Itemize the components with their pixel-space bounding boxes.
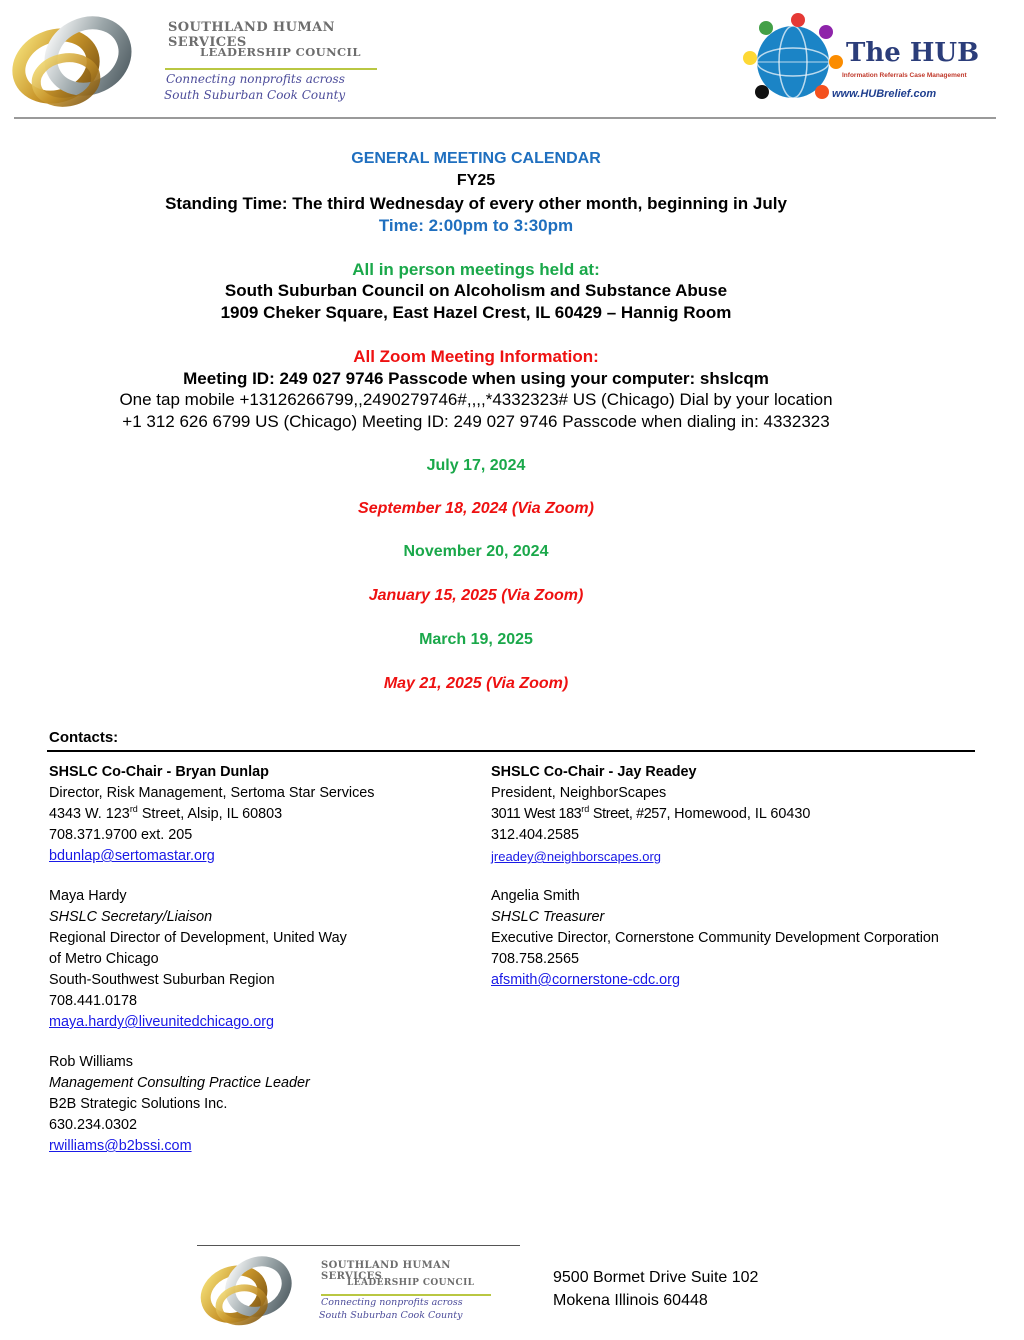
contact-email-link[interactable]: rwilliams@b2bssi.com <box>49 1138 192 1154</box>
contact-email-link[interactable]: maya.hardy@liveunitedchicago.org <box>49 1014 274 1030</box>
contact-company: B2B Strategic Solutions Inc. <box>49 1096 228 1112</box>
contacts-left-column <box>49 762 375 1157</box>
shslc-logo <box>8 8 378 113</box>
logo-tagline1: Connecting nonprofits across <box>166 72 345 86</box>
hub-title: The HUB <box>846 38 980 68</box>
footer-address-line1: 9500 Bormet Drive Suite 102 <box>553 1269 759 1286</box>
contact-role: President, NeighborScapes <box>491 785 667 801</box>
contact-name: Maya Hardy <box>49 888 127 904</box>
contact-phone: 312.404.2585 <box>491 827 580 843</box>
contact-address: 4343 W. 123rd Street, Alsip, IL 60803 <box>49 804 283 822</box>
meeting-date: May 21, 2025 (Via Zoom) <box>383 675 569 692</box>
hub-url: www.HUBrelief.com <box>832 88 937 100</box>
footer-divider <box>197 1245 520 1246</box>
venue-address: 1909 Cheker Square, East Hazel Crest, IL 60429 – Hannig Room <box>220 303 732 322</box>
contact-phone: 708.371.9700 ext. 205 <box>49 827 193 843</box>
contact-title: SHSLC Co-Chair - Jay Readey <box>491 764 697 780</box>
footer-logo <box>197 1250 507 1330</box>
venue-name: South Suburban Council on Alcoholism and Substance Abuse <box>224 281 728 300</box>
calendar-title: GENERAL MEETING CALENDAR <box>351 150 601 167</box>
meeting-time: Time: 2:00pm to 3:30pm <box>378 216 574 235</box>
contact-position: SHSLC Treasurer <box>491 909 605 925</box>
contact-phone: 708.441.0178 <box>49 993 138 1009</box>
logo-line2: LEADERSHIP COUNCIL <box>200 45 361 59</box>
contacts-divider <box>47 750 975 752</box>
in-person-heading: All in person meetings held at: <box>352 260 600 279</box>
standing-time: Standing Time: The third Wednesday of every other month, beginning in July <box>165 194 787 213</box>
contact-position: Management Consulting Practice Leader <box>49 1075 310 1091</box>
rings-icon <box>8 8 138 113</box>
meeting-date: September 18, 2024 (Via Zoom) <box>358 500 594 517</box>
fiscal-year: FY25 <box>456 172 496 189</box>
zoom-one-tap: One tap mobile +13126266799,,2490279746#,,,,*4332323# US (Chicago) Dial by your location <box>119 390 833 409</box>
contact-phone: 630.234.0302 <box>49 1117 138 1133</box>
footer-tagline2: South Suburban Cook County <box>319 1310 463 1321</box>
contact-role: Regional Director of Development, United Way <box>49 930 347 946</box>
contact-region: South-Southwest Suburban Region <box>49 972 275 988</box>
meeting-date: January 15, 2025 (Via Zoom) <box>368 587 584 604</box>
contact-role: Executive Director, Cornerstone Community Development Corporation <box>491 930 939 946</box>
contact-name: Angelia Smith <box>491 888 580 904</box>
zoom-dial-in: +1 312 626 6799 US (Chicago) Meeting ID: 249 027 9746 Passcode when dialing in: 4332323 <box>122 412 830 431</box>
contact-name: Rob Williams <box>49 1054 133 1070</box>
contacts-heading: Contacts: <box>49 729 119 746</box>
meeting-date: July 17, 2024 <box>426 457 526 474</box>
hub-subtitle: Information Referrals Case Management <box>842 72 967 79</box>
logo-tagline2: South Suburban Cook County <box>164 88 346 102</box>
zoom-heading: All Zoom Meeting Information: <box>353 347 599 366</box>
contact-phone: 708.758.2565 <box>491 951 580 967</box>
contact-email-link[interactable]: afsmith@cornerstone-cdc.org <box>491 972 680 988</box>
contact-email-link[interactable]: bdunlap@sertomastar.org <box>49 848 215 864</box>
header-divider <box>14 117 996 119</box>
zoom-meeting-id: Meeting ID: 249 027 9746 Passcode when using your computer: shslcqm <box>183 369 769 388</box>
contact-role: of Metro Chicago <box>49 951 159 967</box>
hub-logo <box>738 10 1000 110</box>
footer-logo-line1: SOUTHLAND HUMAN SERVICES <box>321 1260 451 1282</box>
contact-email-link[interactable]: jreadey@neighborscapes.org <box>491 849 662 864</box>
contact-address: 3011 West 183rd Street, #257, Homewood, IL 60430 <box>491 804 811 822</box>
logo-rule <box>165 68 377 70</box>
contact-role: Director, Risk Management, Sertoma Star Services <box>49 785 375 801</box>
footer-address-line2: Mokena Illinois 60448 <box>553 1292 708 1309</box>
contact-position: SHSLC Secretary/Liaison <box>49 909 213 925</box>
footer-logo-rule <box>321 1294 491 1296</box>
footer-logo-line2: LEADERSHIP COUNCIL <box>347 1278 475 1288</box>
contacts-right-column <box>491 762 939 991</box>
meeting-date: March 19, 2025 <box>419 631 533 648</box>
logo-line1: SOUTHLAND HUMAN SERVICES <box>168 20 335 50</box>
meeting-date: November 20, 2024 <box>403 543 549 560</box>
rings-icon <box>197 1250 297 1330</box>
contact-title: SHSLC Co-Chair - Bryan Dunlap <box>49 764 269 780</box>
footer-tagline1: Connecting nonprofits across <box>321 1297 463 1308</box>
